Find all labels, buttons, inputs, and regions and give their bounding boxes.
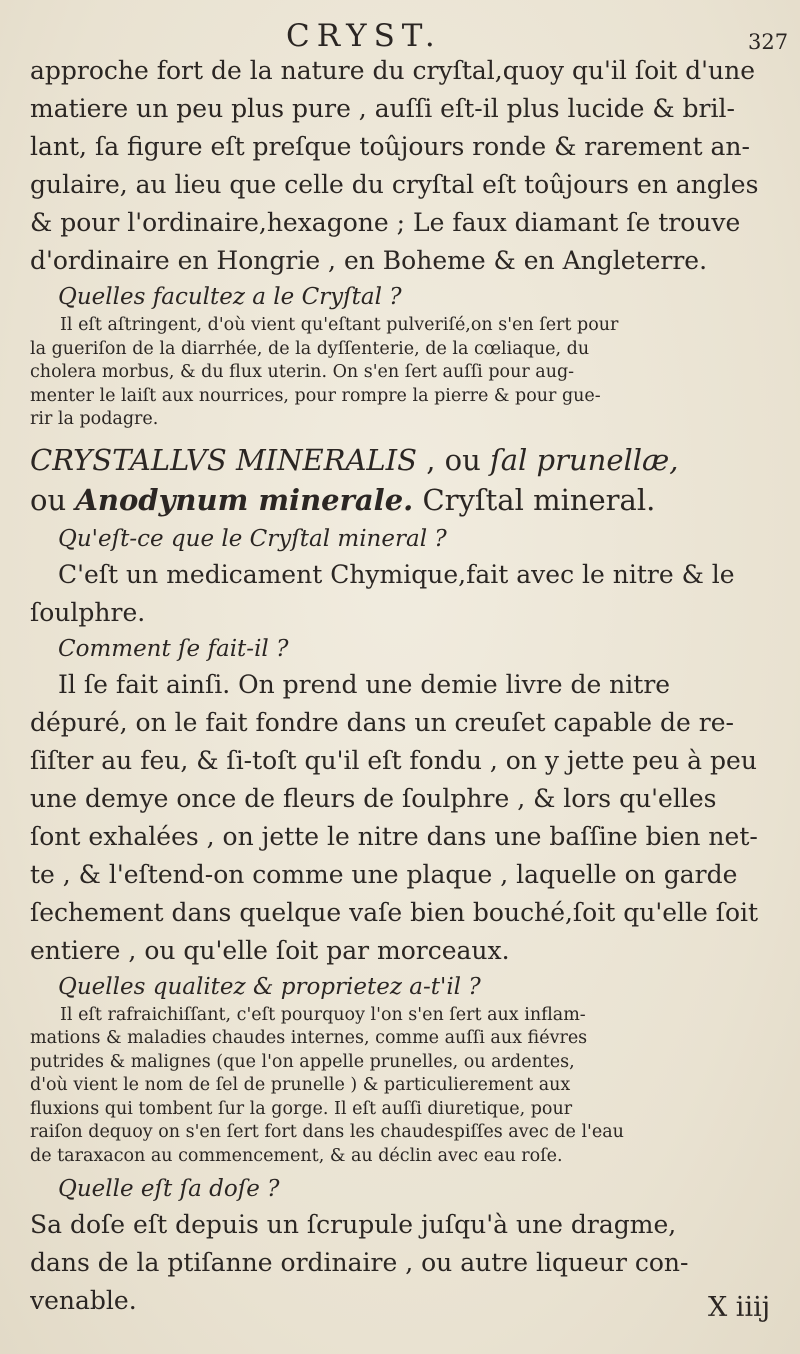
text-line: Sa doſe eſt depuis un ſcrupule juſqu'à une dragme, — [30, 1210, 677, 1239]
text-line: menter le laiſt aux nourrices, pour rompre la pierre & pour gue- — [30, 385, 601, 406]
text-line: cholera morbus, & du flux uterin. On s'en ſert auſſi pour aug- — [30, 362, 575, 382]
text-line: gulaire, au lieu que celle du cryſtal eſt toûjours en angles — [30, 170, 759, 199]
section-heading-french: Cryſtal mineral. — [422, 482, 656, 517]
text-line: ſont exhalées , on jette le nitre dans une baſſine bien net- — [30, 821, 758, 851]
answer-paragraph — [30, 314, 772, 432]
text-line: une demye once de fleurs de ſoulphre , & lors qu'elles — [30, 783, 717, 813]
answer-paragraph — [30, 666, 772, 970]
text-line: te , & l'eſtend-on comme une plaque , laquelle on garde — [30, 859, 738, 889]
question-heading: Qu'eſt-ce que le Cryſtal mineral ? — [58, 525, 447, 552]
text-line: de taraxacon au commencement, & au déclin avec eau roſe. — [30, 1145, 563, 1166]
text-line: fluxions qui tombent ſur la gorge. Il eſt auſſi diuretique, pour — [30, 1098, 573, 1119]
text-line: Il ſe fait ainſi. On prend une demie livre de nitre — [58, 669, 671, 699]
section-heading-alt: Anodynum minerale. — [75, 482, 414, 517]
section-heading — [30, 478, 772, 522]
running-title: CRYST. — [286, 18, 442, 54]
text-line: dépuré, on le fait fondre dans un creuſet capable de re- — [30, 707, 734, 737]
text-line: dans de la ptiſanne ordinaire , ou autre liqueur con- — [30, 1248, 689, 1277]
answer-paragraph — [30, 1206, 772, 1320]
paragraph-crystal-comparison — [30, 52, 772, 280]
answer-paragraph — [30, 1004, 772, 1169]
text-line: raiſon dequoy on s'en ſert fort dans les chaudespiſſes avec de l'eau — [30, 1122, 624, 1142]
section-heading-latin: CRYSTALLVS MINERALIS — [30, 442, 417, 477]
text-line: Il eſt rafraichiſſant, c'eſt pourquoy l'on s'en ſert aux inflam- — [60, 1004, 586, 1025]
page-number: 327 — [748, 30, 789, 54]
text-line: approche fort de la nature du cryſtal,quoy qu'il ſoit d'une — [30, 56, 756, 85]
question-heading: Quelles facultez a le Cryſtal ? — [58, 284, 402, 310]
text-line: ſiſter au feu, & ſi-toſt qu'il eſt fondu , on y jette peu à peu — [30, 745, 757, 775]
text-line: d'où vient le nom de ſel de prunelle ) & particulierement aux — [30, 1075, 571, 1095]
text-line: C'eſt un medicament Chymique,fait avec le nitre & le — [58, 559, 735, 589]
text-line: Il eſt aſtringent, d'où vient qu'eſtant pulveriſé,on s'en ſert pour — [60, 315, 619, 335]
section-heading-or: ou — [30, 482, 67, 517]
text-line: & pour l'ordinaire,hexagone ; Le faux diamant ſe trouve — [30, 208, 741, 237]
text-line: lant, ſa figure eſt preſque toûjours ronde & rarement an- — [30, 132, 750, 161]
text-line: ſechement dans quelque vaſe bien bouché,ſoit qu'elle ſoit — [30, 897, 759, 927]
page-body — [30, 52, 772, 1320]
text-line: d'ordinaire en Hongrie , en Boheme & en Angleterre. — [30, 246, 708, 275]
text-line: matiere un peu plus pure , auſſi eſt-il plus lucide & bril- — [30, 94, 735, 123]
text-line: rir la podagre. — [30, 409, 159, 429]
section-heading-alt: ſal prunellæ, — [490, 442, 679, 477]
catchword-signature: X iiij — [708, 1292, 771, 1323]
question-heading: Quelle eſt ſa doſe ? — [58, 1176, 280, 1202]
question-heading: Comment ſe fait-il ? — [58, 635, 289, 662]
text-line: mations & maladies chaudes internes, comme auſſi aux fiévres — [30, 1028, 588, 1048]
section-heading-or: , ou — [426, 442, 481, 477]
text-line: la gueriſon de la diarrhée, de la dyſſenterie, de la cœliaque, du — [30, 338, 590, 359]
text-line: venable. — [30, 1286, 137, 1315]
answer-paragraph — [30, 556, 772, 632]
text-line: putrides & malignes (que l'on appelle prunelles, ou ardentes, — [30, 1051, 575, 1072]
text-line: entiere , ou qu'elle ſoit par morceaux. — [30, 935, 510, 965]
question-heading: Quelles qualitez & proprietez a-t'il ? — [58, 973, 481, 1000]
section-heading — [30, 438, 772, 482]
text-line: ſoulphre. — [30, 597, 146, 627]
